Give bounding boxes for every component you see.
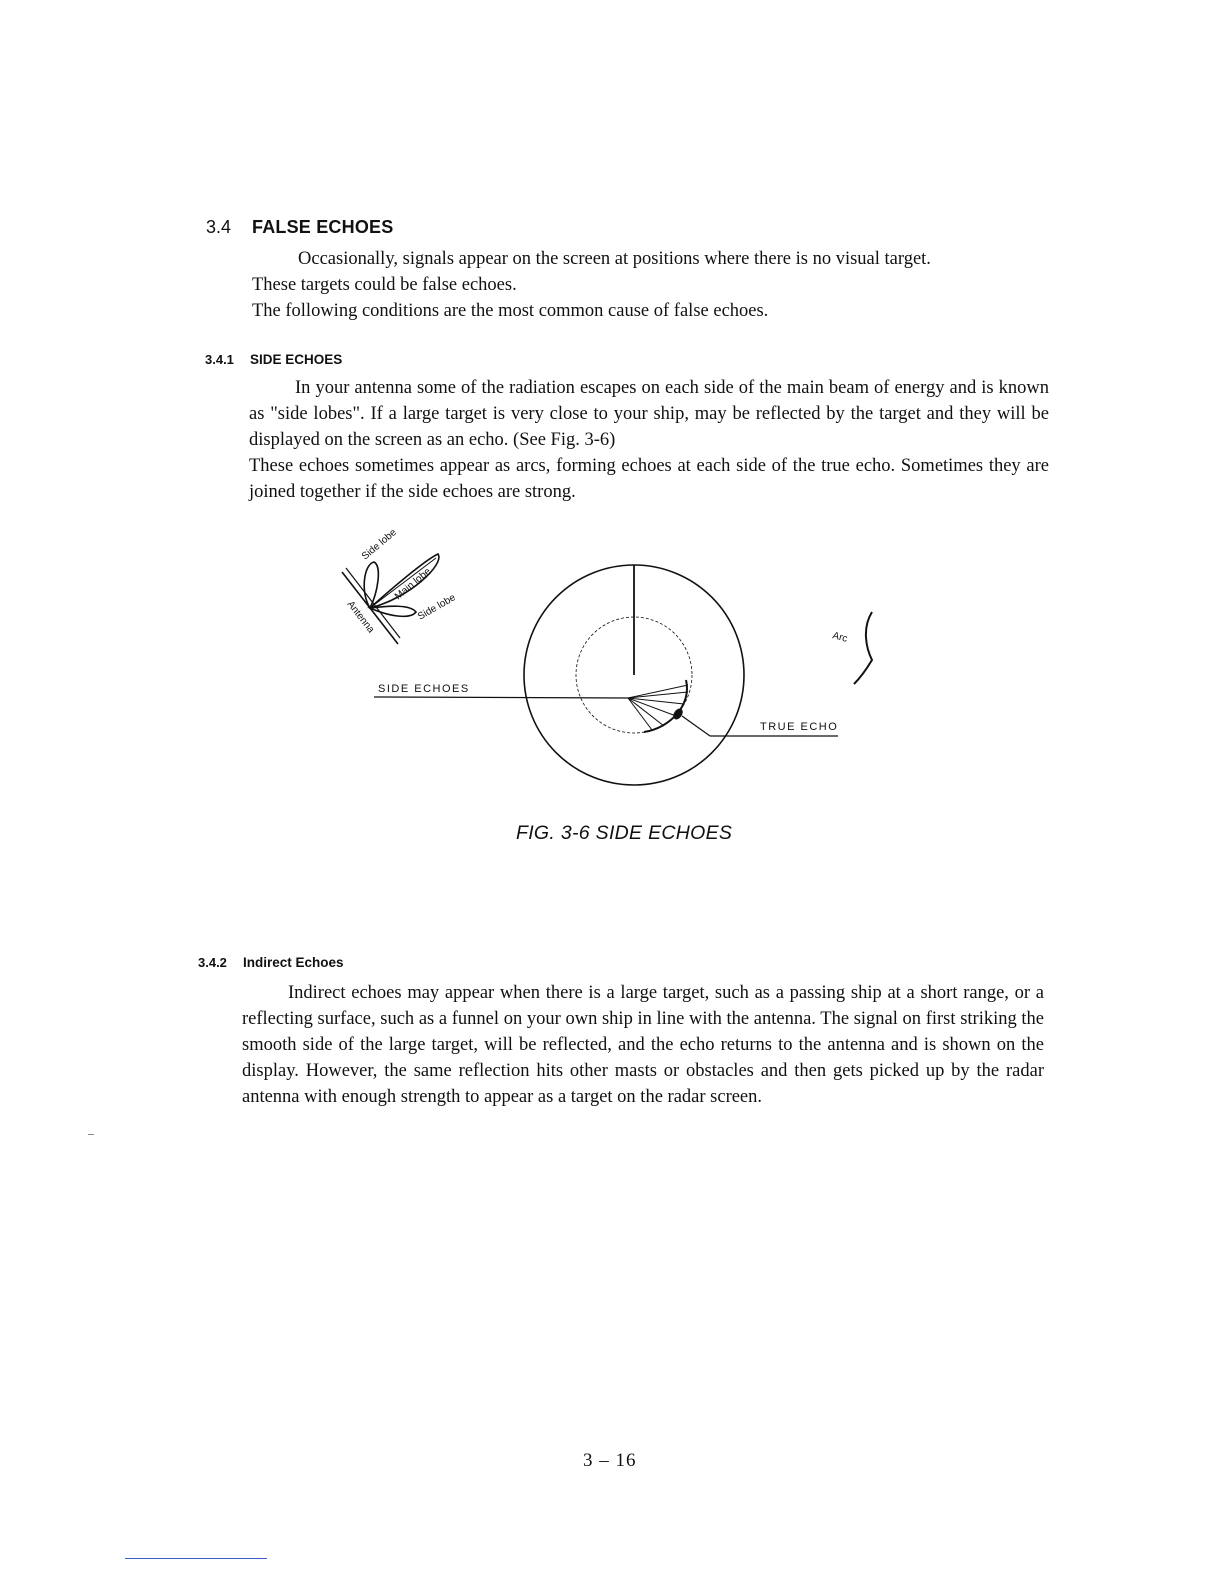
label-antenna: Antenna xyxy=(344,599,377,636)
arc-echo-inset xyxy=(854,612,872,684)
beam-axis xyxy=(370,558,436,608)
side-echoes-leader xyxy=(374,697,628,698)
section-title: FALSE ECHOES xyxy=(252,217,394,237)
label-side-lobe-right: Side lobe xyxy=(416,592,458,623)
true-echo-leader xyxy=(682,716,710,736)
label-side-echoes: SIDE ECHOES xyxy=(378,683,470,695)
side-echoes-body xyxy=(249,375,1049,505)
margin-mark xyxy=(88,1134,94,1135)
label-arc: Arc xyxy=(831,630,849,645)
lower-side-lobe xyxy=(370,606,416,616)
indirect-echoes-body xyxy=(242,980,1044,1110)
label-main-lobe: Main lobe xyxy=(392,566,434,603)
section-number: 3.4 xyxy=(206,217,232,237)
subsection-number-indirect-echoes: 3.4.2 xyxy=(198,955,227,970)
intro-line-3: The following conditions are the most common cause of false echoes. xyxy=(252,301,769,321)
side-echoes-paragraph-2: These echoes sometimes appear as arcs, forming echoes at each side of the true echo. Sometimes they are joined together if the side echoes are strong. xyxy=(249,456,1049,502)
label-side-lobe-top: Side lobe xyxy=(359,527,399,563)
echo-line-1 xyxy=(628,685,688,698)
figure-caption: FIG. 3-6 SIDE ECHOES xyxy=(516,822,733,844)
side-echoes-figure xyxy=(330,520,890,810)
page-number: 3 – 16 xyxy=(583,1450,637,1471)
echo-line-2 xyxy=(628,692,688,698)
radar-display xyxy=(524,565,744,785)
label-true-echo: TRUE ECHO xyxy=(760,721,839,733)
section-intro xyxy=(252,246,1052,324)
footer-rule xyxy=(125,1558,267,1559)
side-echoes-paragraph-1: In your antenna some of the radiation escapes on each side of the main beam of energy and is known as "side lobes". If a large target is very close to your ship, may be reflected by the target and they will be displayed on the screen as an echo. (See Fig. 3-6) xyxy=(249,378,1049,450)
subsection-title-side-echoes: SIDE ECHOES xyxy=(250,352,343,367)
intro-line-2: These targets could be false echoes. xyxy=(252,275,517,295)
intro-line-1: Occasionally, signals appear on the screen at positions where there is no visual target. xyxy=(298,249,931,269)
subsection-title-indirect-echoes: Indirect Echoes xyxy=(243,955,344,970)
indirect-echoes-paragraph: Indirect echoes may appear when there is a large target, such as a passing ship at a short range, or a reflecting surface, such as a funnel on your own ship in line with the antenna. The signal on first striking the smooth side of the large target, will be reflected, and the echo returns to the antenna and is shown on the display. However, the same reflection hits other masts or obstacles and then gets picked up by the radar antenna with enough strength to appear as a target on the radar screen. xyxy=(242,983,1044,1107)
subsection-number-side-echoes: 3.4.1 xyxy=(205,352,234,367)
